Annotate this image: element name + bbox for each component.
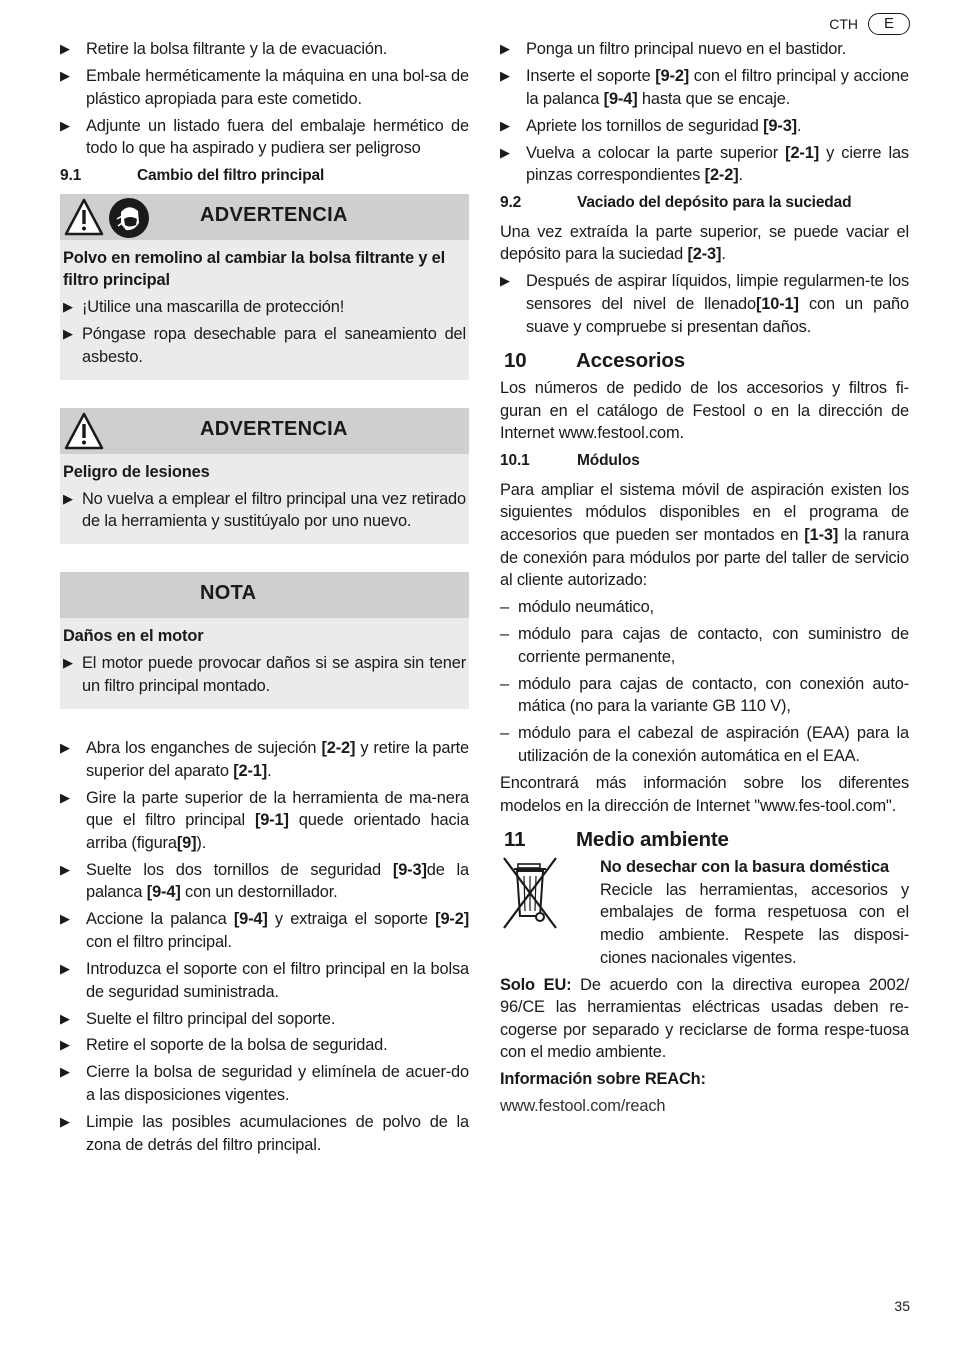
section-heading-10: 10 Accesorios — [504, 349, 686, 373]
reach-link[interactable]: www.festool.com/reach — [500, 1097, 666, 1116]
bullet-triangle-icon: ▶ — [60, 1114, 70, 1130]
language-badge: E — [868, 13, 910, 35]
paragraph: Solo EU: De acuerdo con la directiva europea 2002/ 96/CE las herramientas eléctricas usadas deben re-cogerse por separado y reciclarse de forma respe-tuosa con el medio ambiente. — [500, 975, 909, 1062]
dash-bullet: – — [500, 625, 509, 644]
note-box-body — [60, 618, 469, 709]
environment-text: Recicle las herramientas, accesorios y embalajes de forma respetuosa con el medio ambiente. Respete las disposi-ciones nacionales vigentes. — [600, 880, 909, 967]
note-box-header — [60, 572, 469, 618]
list-item: ▶ ¡Utilice una mascarilla de protección! — [63, 296, 466, 319]
bullet-triangle-icon: ▶ — [60, 960, 70, 976]
list-item: ▶ Accione la palanca [9-4] y extraiga el soporte [9-2] con el filtro principal. — [60, 910, 469, 951]
bullet-triangle-icon: ▶ — [60, 861, 70, 877]
warning-box-header — [60, 194, 469, 240]
environment-notice — [500, 856, 909, 969]
note-heading: NOTA — [200, 582, 257, 605]
paragraph: Para ampliar el sistema móvil de aspiración existen los siguientes módulos disponibles en el programa de accesorios que pueden ser montados en [1-3] la ranura de conexión para módulos por parte del taller de servicio al cliente autorizado: — [500, 480, 909, 590]
list-item: ▶ Suelte el filtro principal del soporte. — [60, 1008, 469, 1031]
right-column — [500, 38, 909, 1122]
warning-heading: ADVERTENCIA — [200, 417, 348, 440]
bullet-triangle-icon: ▶ — [63, 299, 73, 315]
warning-triangle-icon — [64, 198, 104, 236]
warning-box-injury — [60, 408, 469, 545]
bullet-triangle-icon: ▶ — [60, 117, 70, 133]
paragraph: Una vez extraída la parte superior, se puede vaciar el depósito para la suciedad [2-3]. — [500, 222, 909, 264]
list-item: ▶ No vuelva a emplear el filtro principal una vez retirado de la herramienta y sustitúyalo por uno nuevo. — [63, 489, 466, 531]
list-item: – módulo para cajas de contacto, con conexión auto-mática (no para la variante GB 110 V), — [500, 673, 909, 718]
bullet-triangle-icon: ▶ — [500, 273, 510, 289]
list-item: ▶ Introduzca el soporte con el filtro principal en la bolsa de seguridad suministrada. — [60, 959, 469, 1001]
bullet-triangle-icon: ▶ — [500, 67, 510, 83]
list-item: – módulo neumático, — [500, 596, 909, 619]
warning-box-body — [60, 454, 469, 545]
list-item: ▶ Retire la bolsa filtrante y la de evacuación. — [60, 38, 469, 61]
bullet-triangle-icon: ▶ — [60, 1064, 70, 1080]
bullet-triangle-icon: ▶ — [500, 144, 510, 160]
dust-mask-icon — [108, 197, 150, 239]
list-item: ▶ Adjunte un listado fuera del embalaje hermético de todo lo que ha aspirado y pudiera ser peligroso — [60, 116, 469, 158]
bullet-triangle-icon: ▶ — [60, 789, 70, 805]
dash-bullet: – — [500, 724, 509, 743]
paragraph: Encontrará más información sobre los diferentes modelos en la dirección de Internet "www.fes-tool.com". — [500, 773, 909, 815]
bullet-triangle-icon: ▶ — [63, 655, 73, 671]
warning-triangle-icon — [64, 412, 104, 450]
bullet-triangle-icon: ▶ — [63, 490, 73, 506]
list-item: ▶ Ponga un filtro principal nuevo en el bastidor. — [500, 38, 909, 61]
paragraph: Los números de pedido de los accesorios y filtros fi-guran en el catálogo de Festool o en la dirección de Internet www.festool.com. — [500, 379, 909, 443]
model-label: CTH — [829, 16, 858, 32]
bullet-triangle-icon: ▶ — [60, 911, 70, 927]
section-heading-9-2: 9.2 Vaciado del depósito para la suciedad — [500, 193, 852, 211]
bullet-triangle-icon: ▶ — [60, 1037, 70, 1053]
section-heading-11: 11 Medio ambiente — [504, 828, 729, 852]
warning-title: Peligro de lesiones — [63, 462, 210, 481]
environment-title: No desechar con la basura doméstica — [600, 858, 889, 877]
list-item: ▶ Embale herméticamente la máquina en una bol-sa de plástico apropiada para este cometido. — [60, 66, 469, 108]
warning-heading: ADVERTENCIA — [200, 203, 348, 226]
bullet-triangle-icon: ▶ — [60, 740, 70, 756]
bullet-triangle-icon: ▶ — [60, 1010, 70, 1026]
procedure-steps — [60, 737, 469, 1156]
note-title: Daños en el motor — [63, 627, 204, 646]
bullet-triangle-icon: ▶ — [60, 41, 70, 56]
page-header — [829, 13, 910, 35]
list-item: ▶ El motor puede provocar daños si se aspira sin tener un filtro principal montado. — [63, 654, 466, 696]
list-item: ▶ Retire el soporte de la bolsa de seguridad. — [60, 1034, 469, 1057]
warning-box-body — [60, 240, 469, 380]
list-item: ▶ Vuelva a colocar la parte superior [2-1] y cierre las pinzas correspondientes [2-2]. — [500, 143, 909, 185]
list-item: ▶ Abra los enganches de sujeción [2-2] y retire la parte superior del aparato [2-1]. — [60, 739, 470, 780]
left-column — [60, 38, 469, 1161]
warning-box-dust — [60, 194, 469, 380]
list-item: – módulo para cajas de contacto, con suministro de corriente permanente, — [500, 623, 909, 668]
bullet-triangle-icon: ▶ — [60, 67, 70, 83]
warning-title: Polvo en remolino al cambiar la bolsa filtrante y el filtro principal — [63, 248, 446, 290]
list-item: – módulo para el cabezal de aspiración (EAA) para la utilización de la conexión automática en el EAA. — [500, 722, 909, 767]
reach-title: Información sobre REACh: — [500, 1070, 706, 1089]
list-item: ▶ Después de aspirar líquidos, limpie regularmen-te los sensores del nivel de llenado[10-1] con un paño suave y compruebe si presentan daños. — [500, 272, 909, 336]
crossed-bin-icon — [500, 856, 560, 938]
list-item: ▶ Suelte los dos tornillos de seguridad [9-3]de la palanca [9-4] con un destornillador. — [60, 860, 469, 902]
list-item: ▶ Limpie las posibles acumulaciones de polvo de la zona de detrás del filtro principal. — [60, 1113, 469, 1154]
warning-box-header — [60, 408, 469, 454]
bullet-triangle-icon: ▶ — [500, 117, 510, 133]
page-number: 35 — [894, 1298, 910, 1314]
list-item: ▶ Póngase ropa desechable para el saneamiento del asbesto. — [63, 325, 466, 366]
note-box-motor — [60, 572, 469, 709]
list-item: ▶ Apriete los tornillos de seguridad [9-3]. — [500, 115, 909, 138]
dash-bullet: – — [500, 674, 509, 693]
bullet-triangle-icon: ▶ — [500, 41, 510, 56]
list-item: ▶ Inserte el soporte [9-2] con el filtro principal y accione la palanca [9-4] hasta que se encaje. — [500, 66, 909, 108]
dash-bullet: – — [500, 598, 509, 617]
section-heading-9-1: 9.1 Cambio del filtro principal — [60, 166, 325, 184]
list-item: ▶ Cierre la bolsa de seguridad y elimínela de acuer-do a las disposiciones vigentes. — [60, 1063, 469, 1105]
section-heading-10-1: 10.1 Módulos — [500, 451, 640, 469]
bullet-triangle-icon: ▶ — [63, 326, 73, 342]
list-item: ▶ Gire la parte superior de la herramienta de ma-nera que el filtro principal [9-1] quede orientado hacia arriba (figura[9]). — [60, 788, 469, 852]
